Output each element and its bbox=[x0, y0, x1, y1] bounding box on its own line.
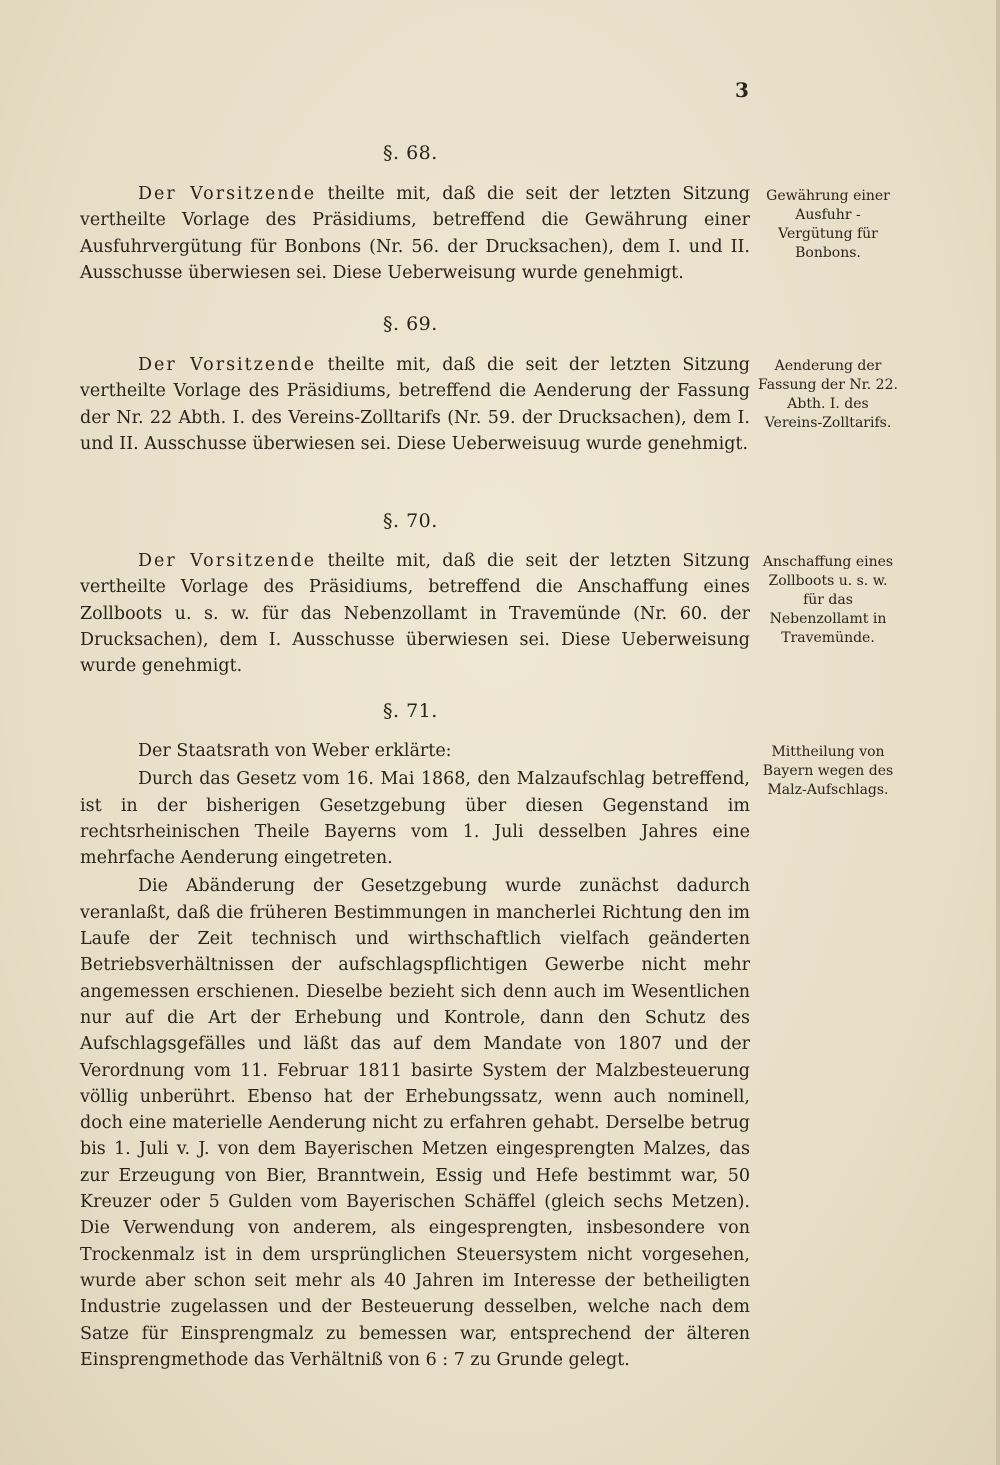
section-heading-69: §. 69. bbox=[383, 313, 438, 335]
page-edge bbox=[996, 0, 1000, 1465]
paragraph-text: theilte mit, daß die seit der letzten Sitzung vertheilte Vorlage des Präsidiums, betreffend die Gewährung einer Ausfuhrvergütung für Bonbons (Nr. 56. der Drucksachen), dem I. und II. Ausschusse überwiesen sei. Diese Ueberweisung wurde genehmigt. bbox=[80, 184, 750, 283]
paragraph-text: theilte mit, daß die seit der letzten Sitzung vertheilte Vorlage des Präsidiums, betreffend die Anschaffung eines Zollboots u. s. w. für das Nebenzollamt in Travemünde (Nr. 60. der Drucksachen), dem I. Ausschusse überwiesen sei. Diese Ueberweisung wurde genehmigt. bbox=[80, 551, 750, 677]
section-body-70 bbox=[80, 548, 750, 679]
section-body-71 bbox=[80, 738, 750, 1373]
section-heading-68: §. 68. bbox=[383, 142, 438, 164]
speaker-name: Der Vorsitzende bbox=[138, 184, 317, 204]
section-body-69 bbox=[80, 352, 750, 457]
margin-note-70: Anschaffung eines Zollboots u. s. w. für das Nebenzollamt in Travemünde. bbox=[762, 554, 894, 646]
page-number: 3 bbox=[735, 78, 749, 102]
margin-note-71: Mittheilung von Bayern wegen des Malz-Aufschlags. bbox=[762, 744, 894, 798]
paragraph-text: Die Abänderung der Gesetzgebung wurde zunächst dadurch veranlaßt, daß die früheren Bestimmungen in mancherlei Richtung den im Laufe der Zeit technisch und wirthschaftlich vielfach geänderten Betriebsverhältnissen der aufschlagspflichtigen Gewerbe nicht mehr angemessen erschienen. Dieselbe bezieht sich denn auch im Wesentlichen nur auf die Art der Erhebung und Kontrole, dann den Schutz des Aufschlagsgefälles und läßt das auf dem Mandate von 1807 und der Verordnung vom 11. Februar 1811 basirte System der Malzbesteuerung völlig unberührt. Ebenso hat der Erhebungssatz, wenn auch nominell, doch eine materielle Aenderung nicht zu erfahren gehabt. Derselbe betrug bis 1. Juli v. J. von dem Bayerischen Metzen eingesprengten Malzes, das zur Erzeugung von Bier, Branntwein, Essig und Hefe bestimmt war, 50 Kreuzer oder 5 Gulden vom Bayerischen Schäffel (gleich sechs Metzen). Die Verwendung von anderem, als eingesprengten, insbesondere von Trockenmalz ist in dem ursprünglichen Steuersystem nicht vorgesehen, wurde aber schon seit mehr als 40 Jahren im Interesse der betheiligten Industrie zugelassen und der Besteuerung desselben, welche nach dem Satze für Einsprengmalz zu bemessen war, entsprechend der älteren Einsprengmethode das Verhältniß von 6 : 7 zu Grunde gelegt. bbox=[80, 876, 750, 1370]
speaker-name: Der Vorsitzende bbox=[138, 551, 317, 571]
margin-note-68: Gewährung einer Ausfuhr - Vergütung für Bonbons. bbox=[766, 188, 890, 261]
speaker-name: Der Vorsitzende bbox=[138, 355, 317, 375]
section-heading-70: §. 70. bbox=[383, 510, 438, 532]
margin-note-69: Aenderung der Fassung der Nr. 22. Abth. I. des Vereins-Zolltarifs. bbox=[758, 358, 898, 431]
paragraph-text: theilte mit, daß die seit der letzten Sitzung vertheilte Vorlage des Präsidiums, betreffend die Aenderung der Fassung der Nr. 22 Abth. I. des Vereins-Zolltarifs (Nr. 59. der Drucksachen), dem I. und II. Ausschusse überwiesen sei. Diese Ueberweisuug wurde genehmigt. bbox=[80, 355, 750, 454]
section-body-68 bbox=[80, 181, 750, 286]
section-heading-71: §. 71. bbox=[383, 700, 438, 722]
speaker-name: Der Staatsrath von Weber bbox=[138, 741, 369, 761]
paragraph-text: Durch das Gesetz vom 16. Mai 1868, den Malzaufschlag betreffend, ist in der bisherigen Gesetzgebung über diesen Gegenstand im rechtsrheinischen Theile Bayerns vom 1. Juli desselben Jahres eine mehrfache Aenderung eingetreten. bbox=[80, 769, 750, 869]
paragraph-text: erklärte: bbox=[374, 741, 452, 761]
